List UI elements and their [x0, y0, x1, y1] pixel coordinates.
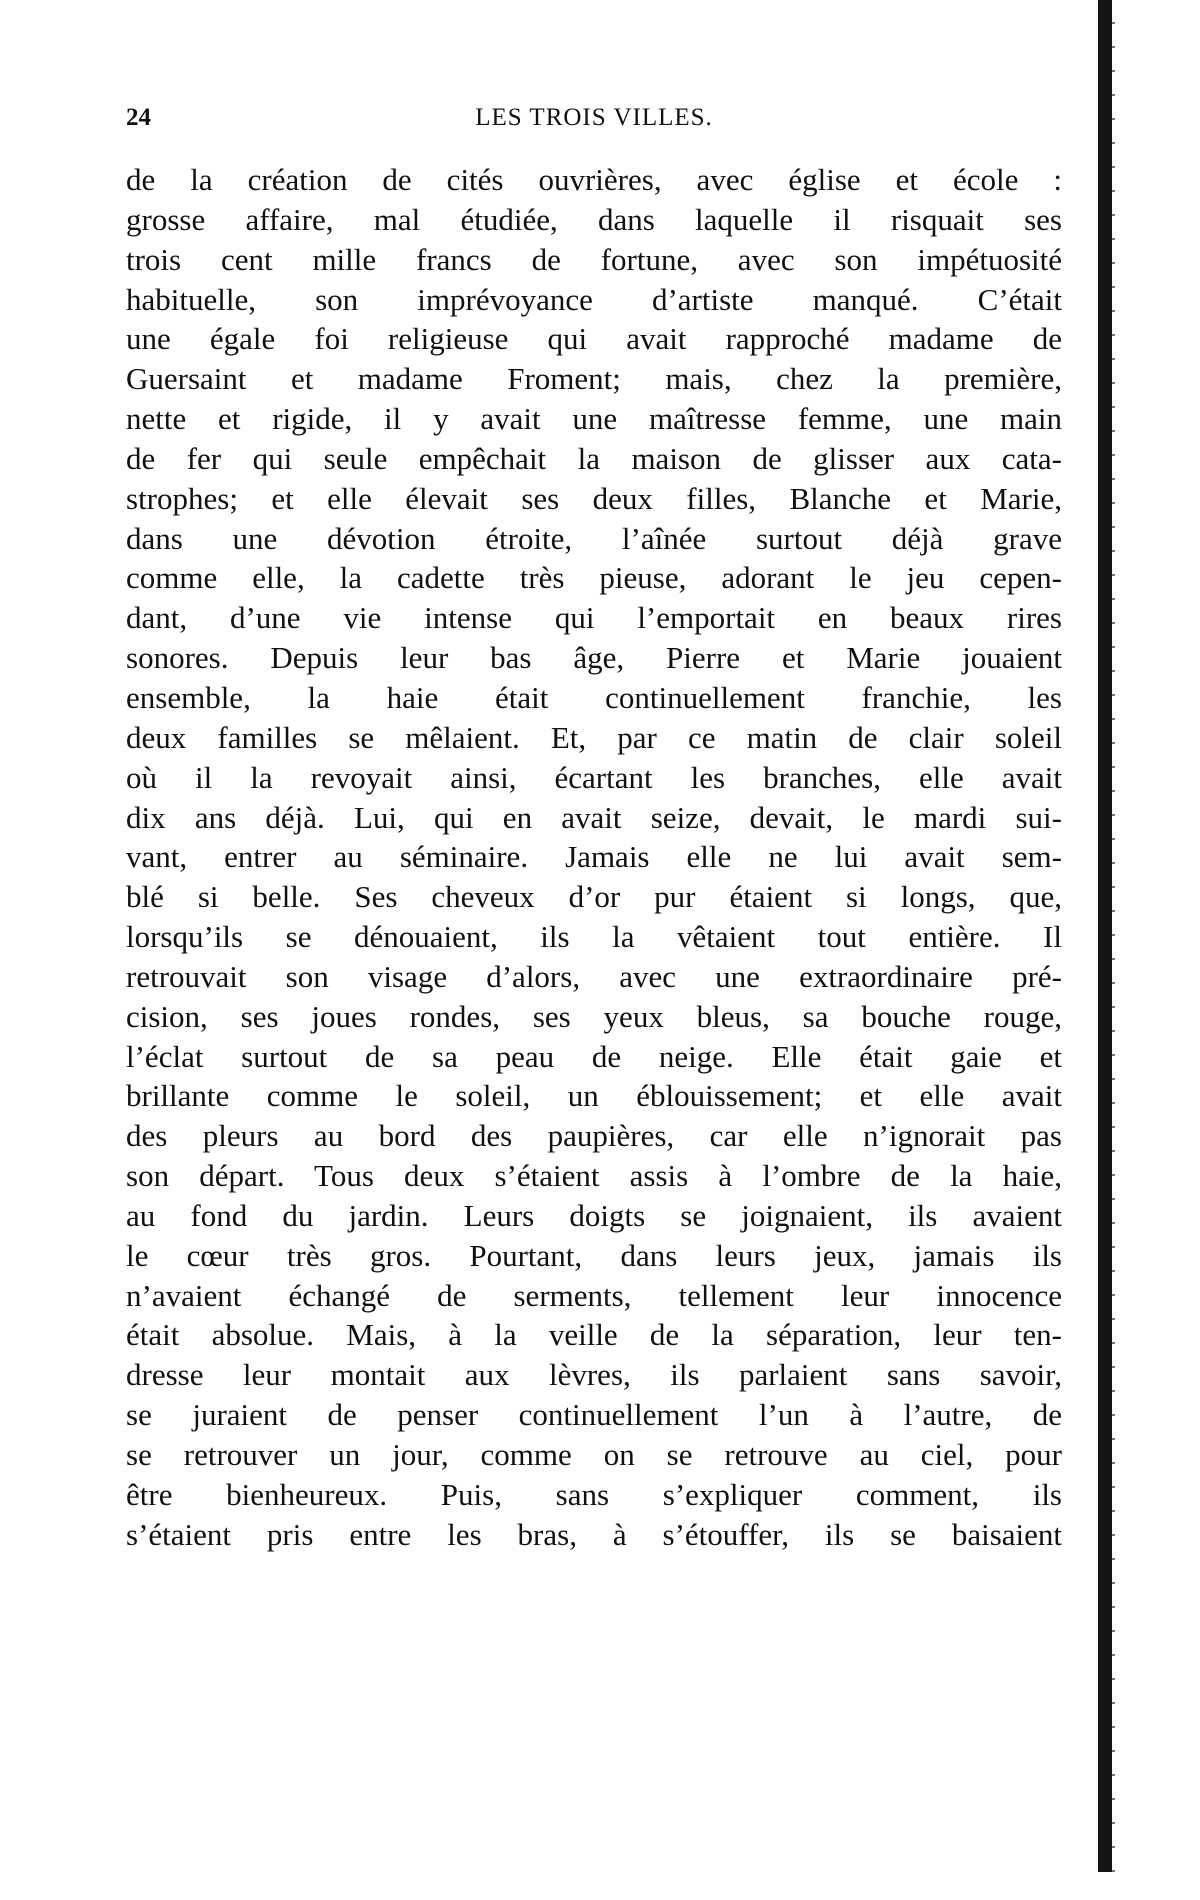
page-header — [126, 104, 1062, 138]
text-line: ensemble, la haie était continuellement franchie, les — [126, 679, 1062, 715]
text-line: blé si belle. Ses cheveux d’or pur étaient si longs, que, — [126, 879, 1062, 915]
text-line: dresse leur montait aux lèvres, ils parlaient sans savoir, — [126, 1357, 1062, 1393]
text-line: au fond du jardin. Leurs doigts se joignaient, ils avaient — [126, 1197, 1062, 1233]
text-line: se retrouver un jour, comme on se retrouve au ciel, pour — [126, 1437, 1062, 1472]
text-line: vant, entrer au séminaire. Jamais elle ne lui avait sem- — [126, 839, 1062, 875]
text-line: retrouvait son visage d’alors, avec une extraordinaire pré- — [126, 958, 1062, 994]
text-line: dans une dévotion étroite, l’aînée surtout déjà grave — [126, 520, 1062, 556]
text-line: trois cent mille francs de fortune, avec son impétuosité — [126, 241, 1062, 277]
text-line: dix ans déjà. Lui, qui en avait seize, devait, le mardi sui- — [126, 799, 1062, 835]
text-line: lorsqu’ils se dénouaient, ils la vêtaient tout entière. Il — [126, 919, 1062, 955]
text-line: brillante comme le soleil, un éblouissement; et elle avait — [126, 1078, 1062, 1114]
text-line: grosse affaire, mal étudiée, dans laquelle il risquait ses — [126, 201, 1062, 237]
text-line: habituelle, son imprévoyance d’artiste manqué. C’était — [126, 281, 1062, 317]
text-line: des pleurs au bord des paupières, car elle n’ignorait pas — [126, 1118, 1062, 1154]
text-line: se juraient de penser continuellement l’un à l’autre, de — [126, 1397, 1062, 1433]
text-line: était absolue. Mais, à la veille de la séparation, leur ten- — [126, 1317, 1062, 1353]
text-line: cision, ses joues rondes, ses yeux bleus, sa bouche rouge, — [126, 998, 1062, 1034]
text-line: de la création de cités ouvrières, avec église et école : — [126, 162, 1062, 197]
text-line: dant, d’une vie intense qui l’emportait en beaux rires — [126, 600, 1062, 636]
text-line: une égale foi religieuse qui avait rapproché madame de — [126, 321, 1062, 357]
text-line: strophes; et elle élevait ses deux filles, Blanche et Marie, — [126, 480, 1062, 516]
text-line: son départ. Tous deux s’étaient assis à l’ombre de la haie, — [126, 1158, 1062, 1194]
text-line: sonores. Depuis leur bas âge, Pierre et Marie jouaient — [126, 640, 1062, 676]
binding-edge-shadow — [1098, 0, 1112, 1872]
text-line: deux familles se mêlaient. Et, par ce matin de clair soleil — [126, 719, 1062, 755]
text-line: de fer qui seule empêchait la maison de glisser aux cata- — [126, 440, 1062, 476]
text-line: Guersaint et madame Froment; mais, chez la première, — [126, 361, 1062, 397]
text-line: le cœur très gros. Pourtant, dans leurs jeux, jamais ils — [126, 1237, 1062, 1273]
text-line: comme elle, la cadette très pieuse, adorant le jeu cepen- — [126, 560, 1062, 596]
text-line: n’avaient échangé de serments, tellement leur innocence — [126, 1277, 1062, 1313]
page-number: 24 — [126, 104, 151, 131]
text-line: être bienheureux. Puis, sans s’expliquer comment, ils — [126, 1476, 1062, 1512]
text-line: s’étaient pris entre les bras, à s’étouffer, ils se baisaient — [126, 1516, 1062, 1552]
running-title: LES TROIS VILLES. — [475, 104, 713, 131]
page-body-text — [126, 160, 1062, 1555]
text-line: nette et rigide, il y avait une maîtresse femme, une main — [126, 401, 1062, 437]
text-line: où il la revoyait ainsi, écartant les branches, elle avait — [126, 759, 1062, 795]
binding-edge-marks — [1112, 0, 1115, 1872]
text-line: l’éclat surtout de sa peau de neige. Elle était gaie et — [126, 1038, 1062, 1074]
